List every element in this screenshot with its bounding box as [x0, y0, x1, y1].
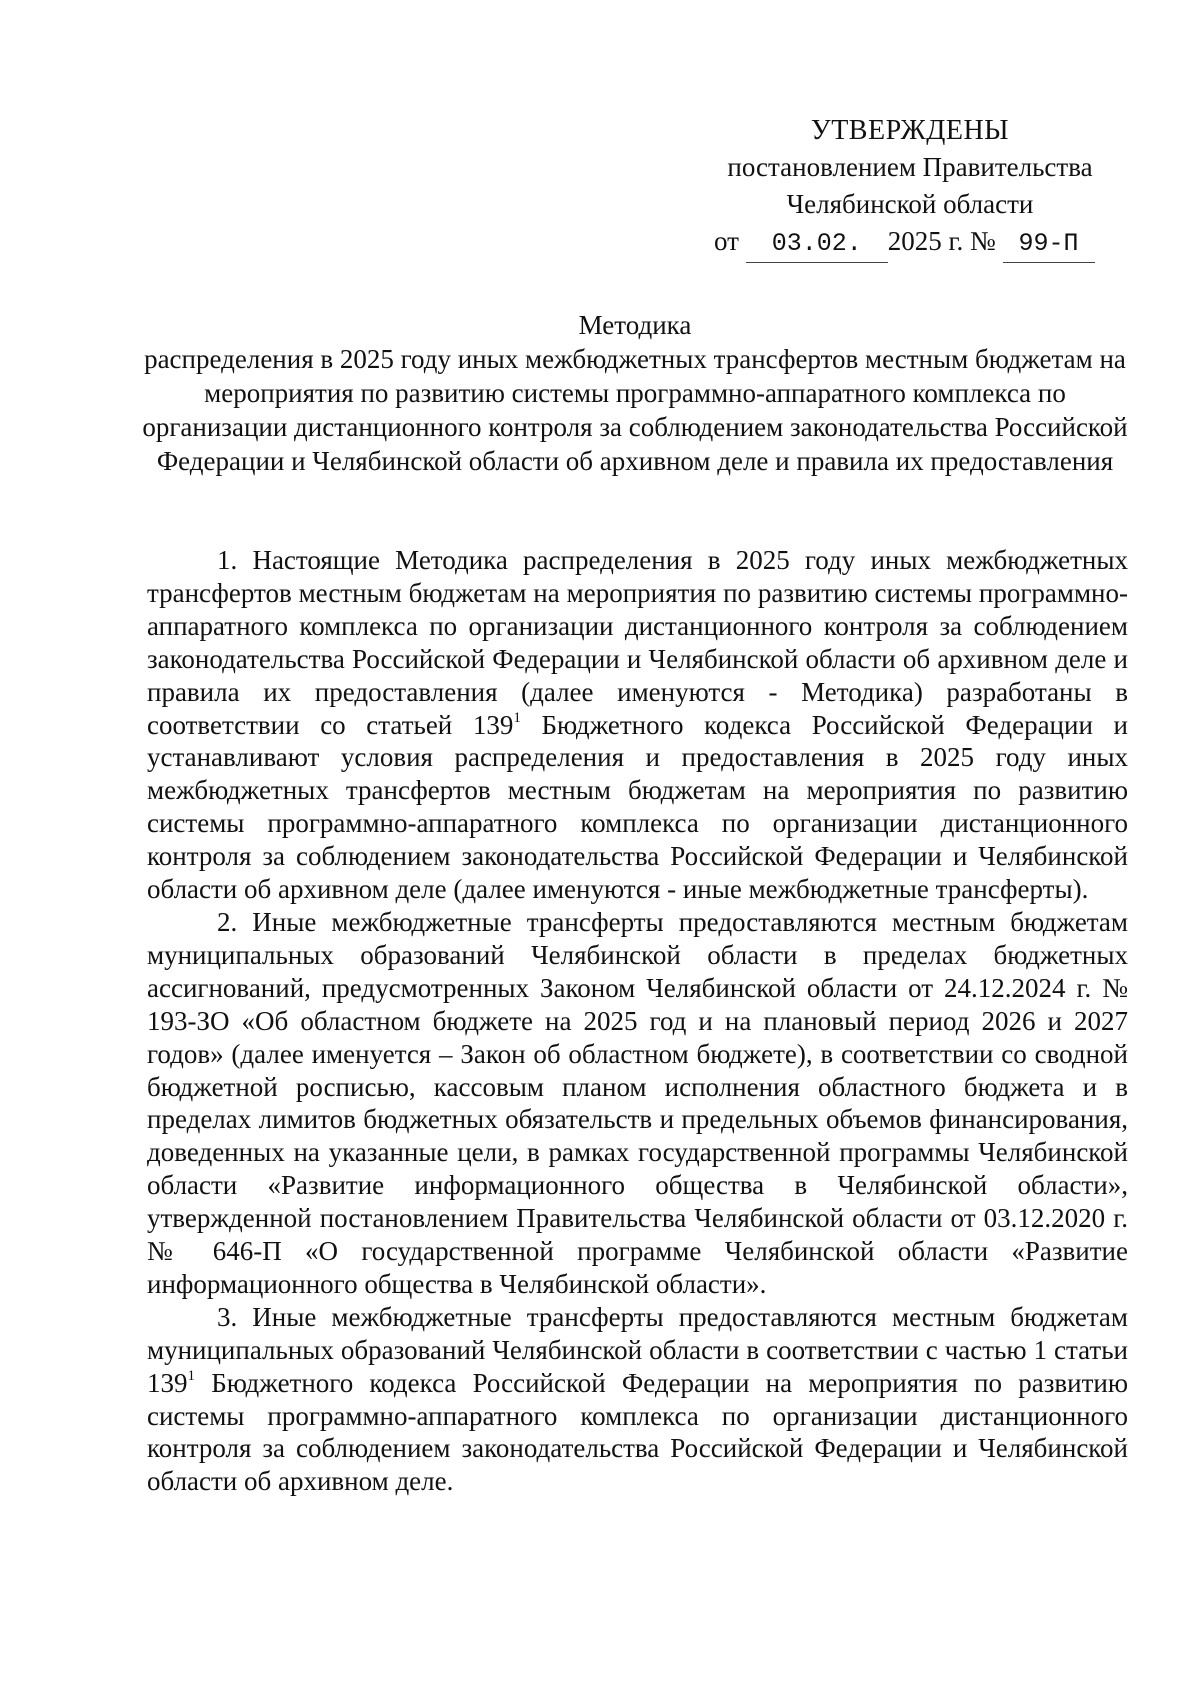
paragraph-3-text-b: Бюджетного кодекса Российской Федерации на мероприятия по развитию системы программно-аппаратного комплекса по организации дистанционного контроля за соблюдением законодательства Российской Федерации и Челябинской области об архивном деле. — [147, 1367, 1128, 1497]
title-heading: Методика — [578, 310, 692, 340]
paragraph-3-superscript: 1 — [187, 1367, 195, 1384]
document-body — [147, 544, 1128, 1498]
approval-date-field: 03.02. — [746, 225, 888, 263]
paragraph-1-superscript: 1 — [513, 709, 521, 726]
approved-heading: УТВЕРЖДЕНЫ — [810, 115, 1010, 146]
paragraph-2: 2. Иные межбюджетные трансферты предоставляются местным бюджетам муниципальных образований Челябинской области в пределах бюджетных ассигнований, предусмотренных Законом Челябинской области от 24.12.2024 г. № 193-ЗО «Об областном бюджете на 2025 год и на плановый период 2026 и 2027 годов» (далее именуется – Закон об областном бюджете), в соответствии со сводной бюджетной росписью, кассовым планом исполнения областного бюджета и в пределах лимитов бюджетных обязательств и предельных объемов финансирования, доведенных на указанные цели, в рамках государственной программы Челябинской области «Развитие информационного общества в Челябинской области», утвержденной постановлением Правительства Челябинской области от 03.12.2020 г. № 646-П «О государственной программе Челябинской области «Развитие информационного общества в Челябинской области». — [147, 906, 1128, 1299]
approval-stamp — [700, 112, 1120, 263]
approval-issuer-line: постановлением Правительства — [727, 152, 1093, 182]
paragraph-3 — [147, 1301, 1128, 1498]
paragraph-3-text-a: 3. Иные межбюджетные трансферты предоставляются местным бюджетам муниципальных образований Челябинской области в соответствии с частью 1 статьи 139 — [147, 1301, 1128, 1398]
approval-date-line — [700, 223, 1120, 263]
paragraph-1-text-b: Бюджетного кодекса Российской Федерации и устанавливают условия распределения и предоставления в 2025 году иных межбюджетных трансфертов местным бюджетам на мероприятия по развитию системы программно-аппаратного комплекса по организации дистанционного контроля за соблюдением законодательства Российской Федерации и Челябинской области об архивном деле (далее именуются - иные межбюджетные трансферты). — [147, 709, 1128, 905]
document-title — [140, 308, 1130, 478]
title-subtitle: распределения в 2025 году иных межбюджетных трансфертов местным бюджетам на мероприятия по развитию системы программно-аппаратного комплекса по организации дистанционного контроля за соблюдением законодательства Российской Федерации и Челябинской области об архивном деле и правила их предоставления — [142, 344, 1128, 476]
paragraph-1 — [147, 544, 1128, 906]
paragraph-1-text-a: 1. Настоящие Методика распределения в 2025 году иных межбюджетных трансфертов местным бюджетам на мероприятия по развитию системы программно-аппаратного комплекса по организации дистанционного контроля за соблюдением законодательства Российской Федерации и Челябинской области об архивном деле и правила их предоставления (далее именуются - Методика) разработаны в соответствии со статьей 139 — [147, 545, 1128, 740]
approval-number-field: 99-П — [1003, 225, 1095, 263]
from-label: от — [714, 226, 739, 256]
approval-region-line: Челябинской области — [786, 189, 1034, 219]
approval-year-text: 2025 г. № — [887, 226, 996, 256]
